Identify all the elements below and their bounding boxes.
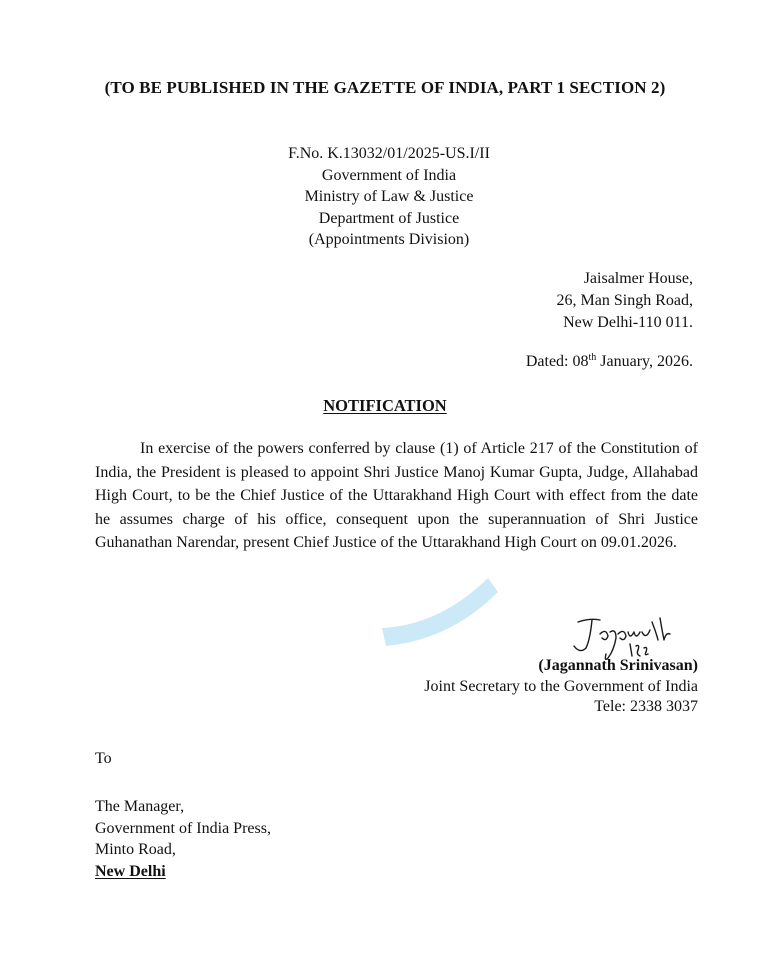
- recipient-line-1: The Manager,: [95, 798, 185, 815]
- signatory-name: (Jagannath Srinivasan): [538, 657, 698, 674]
- notification-body: In exercise of the powers conferred by clause (1) of Article 217 of the Constitution of India, the President is pleased to appoint Shri Justice Manoj Kumar Gupta, Judge, Allahabad High Court, to be the Chief Justice of the Uttarakhand High Court with effect from the date he assumes charge of his office, consequent upon the superannuation of Shri Justice Guhanathan Narendar, present Chief Justice of the Uttarakhand High Court on 09.01.2026.: [95, 440, 698, 551]
- watermark-swoosh: [380, 570, 500, 650]
- notification-title: NOTIFICATION: [323, 396, 447, 415]
- recipient-line-3: Minto Road,: [95, 841, 176, 858]
- division-line: (Appointments Division): [308, 231, 470, 248]
- office-block: [0, 143, 770, 251]
- recipient-block: [95, 796, 271, 882]
- department-line: Department of Justice: [318, 209, 460, 227]
- recipient-city: New Delhi: [95, 862, 166, 880]
- recipient-line-2: Government of India Press,: [95, 819, 271, 837]
- address-line-2: 26, Man Singh Road,: [556, 292, 693, 309]
- address-line-1: Jaisalmer House,: [583, 270, 693, 287]
- date-suffix: th: [588, 352, 597, 363]
- file-number: F.No. K.13032/01/2025-US.I/II: [288, 145, 490, 162]
- date-prefix: Dated: 08: [525, 353, 589, 370]
- signatory-designation: Joint Secretary to the Government of India: [424, 678, 698, 695]
- date-line: [526, 353, 693, 371]
- address-line-3: New Delhi-110 011.: [563, 314, 693, 331]
- signatory-telephone: Tele: 2338 3037: [594, 698, 698, 715]
- ministry-line: Ministry of Law & Justice: [304, 188, 474, 205]
- address-block: [557, 268, 693, 334]
- government-line: Government of India: [321, 166, 457, 184]
- gazette-header: (TO BE PUBLISHED IN THE GAZETTE OF INDIA, PART 1 SECTION 2): [104, 78, 666, 97]
- date-rest: January, 2026.: [596, 353, 693, 370]
- to-label: To: [95, 750, 112, 767]
